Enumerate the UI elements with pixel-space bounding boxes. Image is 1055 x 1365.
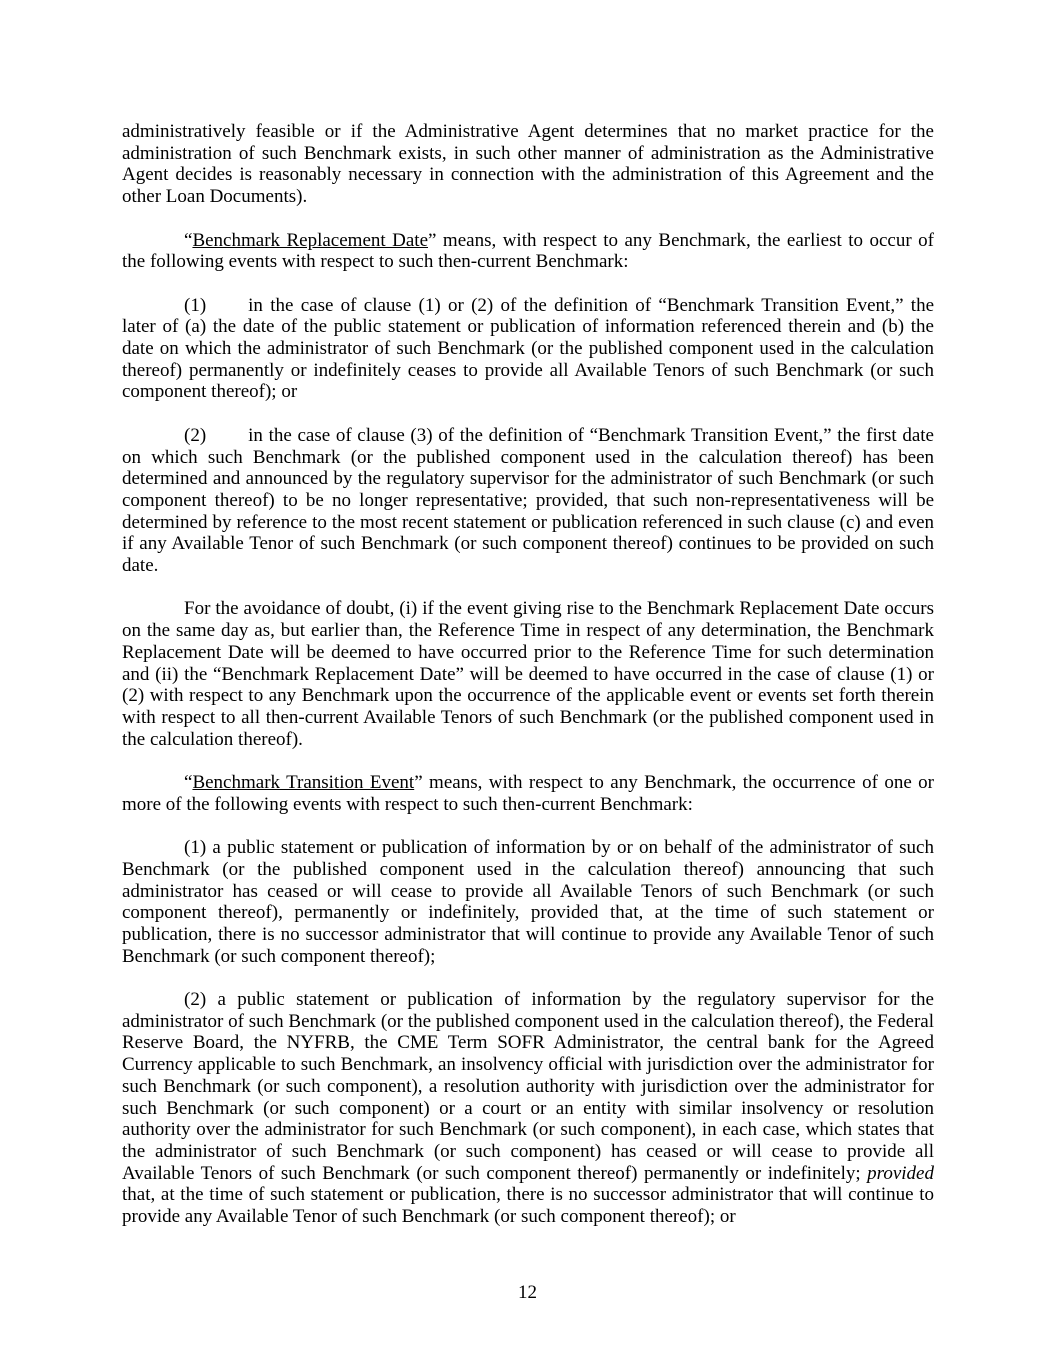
defined-term: Benchmark Replacement Date [192,229,429,251]
text-run: “ [184,772,193,794]
text-run: (1) [184,294,207,316]
text-run: in the case of clause (1) or (2) of the definition of “Benchmark Transition Event,” the later of (a) the date of the public statement or publication of information referenced therein and (b) the date on which the administrator of such Benchmark (or the published component used in the calculation thereof) permanently or indefinitely ceases to provide all Available Tenors of such Benchmark (or such component thereof); or [122,294,934,403]
paragraph-continuation [122,121,934,208]
text-run: ” means, with respect to any Benchmark, the earliest to occur of the following events with respect to such then-current Benchmark: [122,229,934,273]
text-run: administratively feasible or if the Administrative Agent determines that no market practice for the administration of such Benchmark exists, in such other manner of administration as the Administrative Agent decides is reasonably necessary in connection with the administration of this Agreement and the other Loan Documents). [122,121,934,208]
benchmark-transition-event-definition [122,772,934,815]
defined-term: Benchmark Transition Event [192,772,415,794]
replacement-date-clause-2 [122,425,934,577]
benchmark-replacement-date-definition [122,230,934,273]
text-run: For the avoidance of doubt, (i) if the event giving rise to the Benchmark Replacement Date occurs on the same day as, but earlier than, the Reference Time in respect of any determination, the Benchmark Replacement Date will be deemed to have occurred prior to the Reference Time for such determination and (ii) the “Benchmark Replacement Date” will be deemed to have occurred in the case of clause (1) or (2) with respect to any Benchmark upon the occurrence of the applicable event or events set forth therein with respect to all then-current Available Tenors of such Benchmark (or the published component used in the calculation thereof). [122,598,934,750]
text-run: in the case of clause (3) of the definition of “Benchmark Transition Event,” the first date on which such Benchmark (or the published component used in the calculation thereof) has been determined and announced by the regulatory supervisor for the administrator of such Benchmark (or such component thereof) to be no longer representative; provided, that such non-representativeness will be determined by reference to the most recent statement or publication referenced in such clause (c) and even if any Available Tenor of such Benchmark (or such component thereof) continues to be provided on such date. [122,424,934,577]
text-run: provided [867,1162,934,1184]
text-run: (2) [184,424,207,446]
text-run: that, at the time of such statement or publication, there is no successor administrator that will continue to provide any Available Tenor of such Benchmark (or such component thereof); or [122,1184,934,1228]
document-body [122,121,934,1249]
text-run: “ [184,229,193,251]
text-run: (2) a public statement or publication of information by the regulatory supervisor for the administrator of such Benchmark (or the published component used in the calculation thereof), the Federal Reserve Board, the NYFRB, the CME Term SOFR Administrator, the central bank for the Agreed Currency applicable to such Benchmark, an insolvency official with jurisdiction over the administrator for such Benchmark (or such component), a resolution authority with jurisdiction over the administrator for such Benchmark (or such component) or a court or an entity with similar insolvency or resolution authority over the administrator for such Benchmark (or such component), in each case, which states that the administrator of such Benchmark (or such component) has ceased or will cease to provide all Available Tenors of such Benchmark (or such component thereof) permanently or indefinitely; [122,989,934,1184]
transition-event-clause-2 [122,989,934,1228]
page-number: 12 [518,1282,537,1303]
replacement-date-clause-1 [122,295,934,404]
text-run: ” means, with respect to any Benchmark, the occurrence of one or more of the following events with respect to such then-current Benchmark: [122,772,935,815]
text-run: (1) a public statement or publication of information by or on behalf of the administrator of such Benchmark (or the published component used in the calculation thereof) announcing that such administrator has ceased or will cease to provide all Available Tenors of such Benchmark (or such component thereof), permanently or indefinitely, provided that, at the time of such statement or publication, there is no successor administrator that will continue to provide any Available Tenor of such Benchmark (or such component thereof); [122,837,934,967]
transition-event-clause-1 [122,837,934,967]
avoidance-of-doubt-paragraph [122,598,934,750]
